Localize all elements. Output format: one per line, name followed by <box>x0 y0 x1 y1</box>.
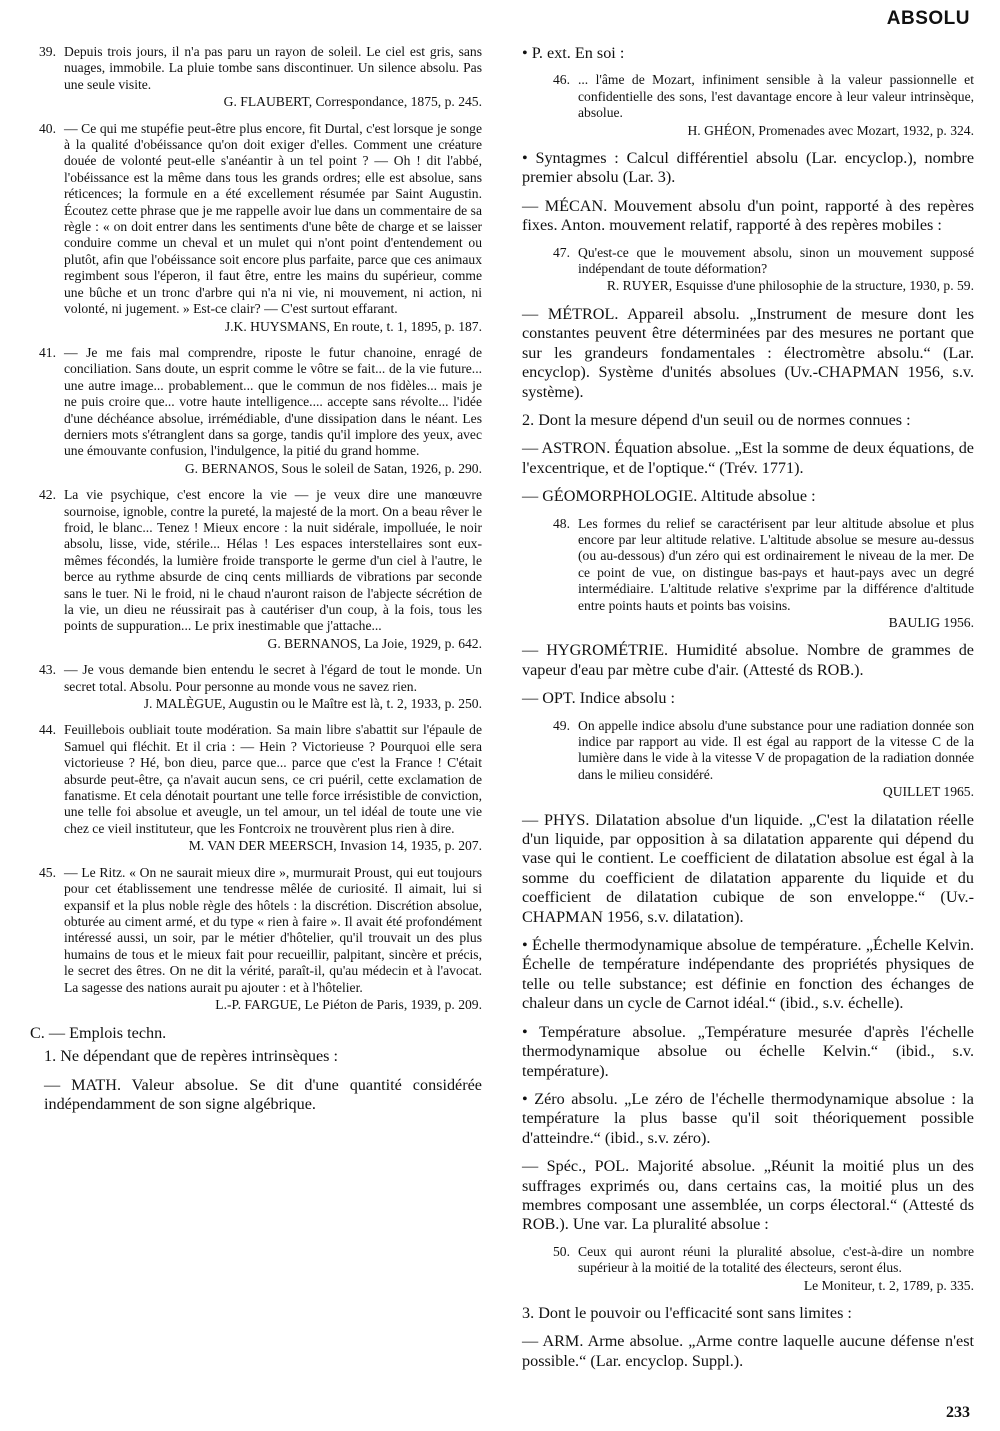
citation-text: — Ce qui me stupéfie peut-être plus encore, fit Durtal, c'est lorsque je songe à la qualité d'obéissance qu'on doit exiger d'elles. Comment une créature douée de volonté peut-elle s'anéantir à un tel point ? — Oh ! dit l'abbé, l'obéissance est la même dans tous les grands ordres; elle est absolue, sans réticences; la formule en a été excellement résumée par Saint Augustin. Écoutez cette phrase que je me rappelle avoir lue dans un commentaire de sa règle : « on doit entrer dans les sentiments d'une bête de charge et se laisser conduire comme un cheval et un mulet qui n'ont point d'entendement ou plutôt, afin que l'obéissance soit encore plus parfaite, parce que ces animaux regimbent sous l'éperon, il faut être, entre les mains du supérieur, comme une bûche et un tronc d'arbre qui n'a ni vie, ni mouvement, ni action, ni volonté, ni jugement. » Est-ce clair? — C'est surtout effarant. <box>64 120 482 317</box>
citation-40 <box>30 121 482 335</box>
citation-number: 45. <box>39 864 56 880</box>
citation-source: J. MALÈGUE, Augustin ou le Maître est là, t. 2, 1933, p. 250. <box>143 696 482 712</box>
citation-number: 44. <box>39 722 56 738</box>
citation-text: Depuis trois jours, il n'a pas paru un rayon de soleil. Le ciel est gris, sans nuages, immobile. La pluie tombe sans discontinuer. Un silence absolu. Pas une seule visite. <box>64 44 482 92</box>
opt-label: — OPT. Indice absolu : <box>522 689 676 708</box>
sense-2-heading: 2. Dont la mesure dépend d'un seuil ou de normes connues : <box>522 410 911 429</box>
citation-text: — Le Ritz. « On ne saurait mieux dire », murmurait Proust, qui eut toujours pour cet établissement une tendresse mêlée de curiosité. Il aimait, lui si expansif et la plus noble règle des hôtels : la discrétion. Discrétion absolue, obturée au ciment armé, et du type « rien à faire ». Il avait été profondément intéressé aussi, un soir, par le métier d'hôtelier, qu'il trouvait un des plus humains de tous et le mieux fait pour recueillir, palpitant, sincère et précis, le secret des êtres. On ne dit la vérité, paraît-il, qu'au médecin et à l'avocat. La sagesse des nations aurait pu ajouter : et à l'hôtelier. <box>64 864 482 995</box>
zero-definition: • Zéro absolu. „Le zéro de l'échelle thermodynamique absolue : la température la plus basse qu'il soit théoriquement possible d'atteindre.“ (ibid., s.v. zéro). <box>522 1089 974 1147</box>
astron-definition: — ASTRON. Équation absolue. „Est la somme de deux équations, de l'excentrique, et de l'optique.“ (Trév. 1771). <box>522 439 974 477</box>
citation-text: Feuillebois oubliait toute modération. Sa main libre s'abattit sur l'épaule de Samuel qui fléchit. Et il cria : — Hein ? Victorieuse ? Pourquoi elle sera victorieuse ? Hé, bon dieu, parce que... parce que c'est la France ! C'était absurde peut-être, ça n'avait aucun sens, ce cri puéril, cette exclamation de fanatisme. Et cela dénotait pourtant une telle force irrésistible de conviction, une telle foi absolue et aveugle, un tel amour, un tel idéal de toute une vie chez ce vieil instituteur, que les Fontcroix ne trouvèrent plus rien à dire. <box>64 722 482 836</box>
sense-3-heading: 3. Dont le pouvoir ou l'efficacité sont sans limites : <box>522 1303 852 1322</box>
page-number: 233 <box>946 1404 970 1421</box>
citation-45 <box>30 865 482 1014</box>
citation-number: 47. <box>553 244 570 260</box>
running-headword: ABSOLU <box>886 8 970 29</box>
citation-source: BAULIG 1956. <box>888 614 974 630</box>
temperature-definition: • Température absolue. „Température mesurée d'après l'échelle thermodynamique absolue ou échelle Kelvin.“ (ibid., s.v. température). <box>522 1022 974 1080</box>
pol-definition: — Spéc., POL. Majorité absolue. „Réunit la moitié plus un des suffrages exprimés ou, dans certains cas, la moitié plus un des membres composant une assemblée, un corps électoral.“ (Attesté ds ROB.). Une var. La pluralité absolue : <box>522 1157 974 1234</box>
citation-source: QUILLET 1965. <box>882 784 974 800</box>
citation-source: G. FLAUBERT, Correspondance, 1875, p. 245. <box>223 94 482 110</box>
citation-43 <box>30 662 482 712</box>
citation-text: — Je vous demande bien entendu le secret à l'égard de tout le monde. Un secret total. Absolu. Pour personne au monde vous ne savez rien. <box>64 662 482 694</box>
citation-number: 42. <box>39 487 56 503</box>
syntagmes: • Syntagmes : Calcul différentiel absolu (Lar. encyclop.), nombre premier absolu (Lar. 3). <box>522 149 974 187</box>
hygro-definition: — HYGROMÉTRIE. Humidité absolue. Nombre de grammes de vapeur d'eau par mètre cube d'air. (Attesté ds ROB.). <box>522 641 974 679</box>
metrol-definition: — MÉTROL. Appareil absolu. „Instrument de mesure dont les constantes peuvent être déterminées par des mesures ne portant que sur les grandeurs fondamentales : électromètre absolu.“ (Lar. encyclop). Système d'unités absolues (Uv.-CHAPMAN 1956, s.v. système). <box>522 304 974 401</box>
citation-source: R. RUYER, Esquisse d'une philosophie de la structure, 1930, p. 59. <box>606 278 974 294</box>
citation-48 <box>544 516 974 632</box>
citation-number: 43. <box>39 662 56 678</box>
citation-text: ... l'âme de Mozart, infiniment sensible à la valeur passionnelle et confidentielle des sons, l'est davantage encore à leur valeur intrinsèque, absolue. <box>578 72 974 121</box>
math-definition: — MATH. Valeur absolue. Se dit d'une quantité considérée indépendamment de son signe algébrique. <box>44 1075 482 1114</box>
citation-source: Le Moniteur, t. 2, 1789, p. 335. <box>803 1277 974 1293</box>
phys-definition: — PHYS. Dilatation absolue d'un liquide. „C'est la dilatation réelle d'un liquide, par opposition à sa dilatation apparente qui dépend du vase qui le contient. Le coefficient de dilatation absolue est égal à la somme du coefficient de dilatation apparente du liquide et du coefficient de dilatation cubique de son enveloppe.“ (Uv.-CHAPMAN 1956, s.v. dilatation). <box>522 810 974 926</box>
arm-definition: — ARM. Arme absolue. „Arme contre laquelle aucune défense n'est possible.“ (Lar. encyclop. Suppl.). <box>522 1332 974 1370</box>
citation-46 <box>544 72 974 139</box>
echelle-definition: • Échelle thermodynamique absolue de température. „Échelle Kelvin. Échelle de température indépendante des propriétés physiques de telle ou telle substance; est définie en fonction des échanges de chaleur dans un cycle de Carnot idéal.“ (ibid., s.v. échelle). <box>522 936 974 1013</box>
citation-number: 48. <box>553 515 570 531</box>
citation-number: 39. <box>39 44 56 59</box>
citation-source: L.-P. FARGUE, Le Piéton de Paris, 1939, p. 209. <box>215 996 482 1012</box>
left-column <box>30 44 482 1124</box>
citation-41 <box>30 345 482 477</box>
citation-text: On appelle indice absolu d'une substance pour une radiation donnée son indice par rapport au vide. Il est égal au rapport de la vitesse C de la lumière dans le vide à la vitesse V de propagation de la radiation donnée dans le milieu considéré. <box>578 717 974 782</box>
citation-text: Qu'est-ce que le mouvement absolu, sinon un mouvement supposé indépendant de toute déformation? <box>578 244 974 277</box>
citation-47 <box>544 245 974 295</box>
citation-text: — Je me fais mal comprendre, riposte le futur chanoine, enragé de conciliation. Sans doute, un esprit comme le vôtre se fait... de la vie future... une autre image... probablement... que le commun de nos fidèles... mais je ne puis croire que... votre haute intelligence.... accepte sans révolte... l'idée d'une déchéance absolue, irrémédiable, d'une dissipation dans le néant. Les derniers mots s'étranglent dans sa gorge, tandis qu'il implore des yeux, avec une émouvante confusion, l'indulgence, la pitié du grand homme. <box>64 344 482 459</box>
citation-number: 41. <box>39 344 56 360</box>
citation-39 <box>30 44 482 111</box>
p-ext-label: • P. ext. En soi : <box>522 44 625 62</box>
citation-text: Les formes du relief se caractérisent par leur altitude absolue et plus encore par leur altitude relative. L'altitude absolue se mesure au-dessus (ou au-dessous) d'un zéro qui est ordinairement le niveau de la mer. De ce point de vue, on distingue bas-pays et haut-pays avec un degré intermédiaire. L'altitude relative s'exprime par la différence d'altitude entre points hauts et points bas voisins. <box>578 515 974 613</box>
citation-source: G. BERNANOS, La Joie, 1929, p. 642. <box>267 635 482 651</box>
citation-source: M. VAN DER MEERSCH, Invasion 14, 1935, p. 207. <box>188 838 482 854</box>
geomorph-label: — GÉOMORPHOLOGIE. Altitude absolue : <box>522 487 816 506</box>
citation-source: G. BERNANOS, Sous le soleil de Satan, 1926, p. 290. <box>184 460 482 476</box>
right-column <box>508 44 974 1380</box>
citation-text: La vie psychique, c'est encore la vie — je veux dire une manœuvre sournoise, ignoble, contre la pureté, la majesté de la mort. On a beau rêver le froid, le blanc... Tenez ! Mieux encore : la nuit sidérale, impolluée, le noir absolu, lisse, vide, stérile... Hélas ! Les espaces interstellaires sont eux-mêmes fécondés, la lumière froide transporte le germe d'un ciel à l'autre, le berce au rythme absurde de cinq cents milliards de vibrations par seconde sans le tuer. Ni le froid, ni le chaud n'auront raison de l'abjecte sécrétion de la vie, un dieu ne réussirait pas à cautériser d'un coup, à la fois, tous les points de suppuration... Le prix inestimable que j'attache... <box>64 487 482 634</box>
citation-source: J.K. HUYSMANS, En route, t. 1, 1895, p. 187. <box>224 318 482 334</box>
citation-number: 40. <box>39 120 56 136</box>
citation-source: H. GHÉON, Promenades avec Mozart, 1932, p. 324. <box>687 122 974 138</box>
citation-number: 49. <box>553 717 570 733</box>
citation-50 <box>544 1244 974 1294</box>
section-heading-c: C. — Emplois techn. <box>30 1024 167 1043</box>
citation-number: 50. <box>553 1243 570 1259</box>
mecan-definition: — MÉCAN. Mouvement absolu d'un point, rapporté à des repères fixes. Anton. mouvement relatif, rapporté à des repères mobiles : <box>522 196 974 235</box>
citation-44 <box>30 722 482 854</box>
citation-42 <box>30 487 482 652</box>
citation-49 <box>544 718 974 801</box>
sense-1-heading: 1. Ne dépendant que de repères intrinsèques : <box>44 1047 338 1066</box>
citation-number: 46. <box>553 72 570 88</box>
citation-text: Ceux qui auront réuni la pluralité absolue, c'est-à-dire un nombre supérieur à la moitié de la totalité des électeurs, seront élus. <box>578 1243 974 1276</box>
